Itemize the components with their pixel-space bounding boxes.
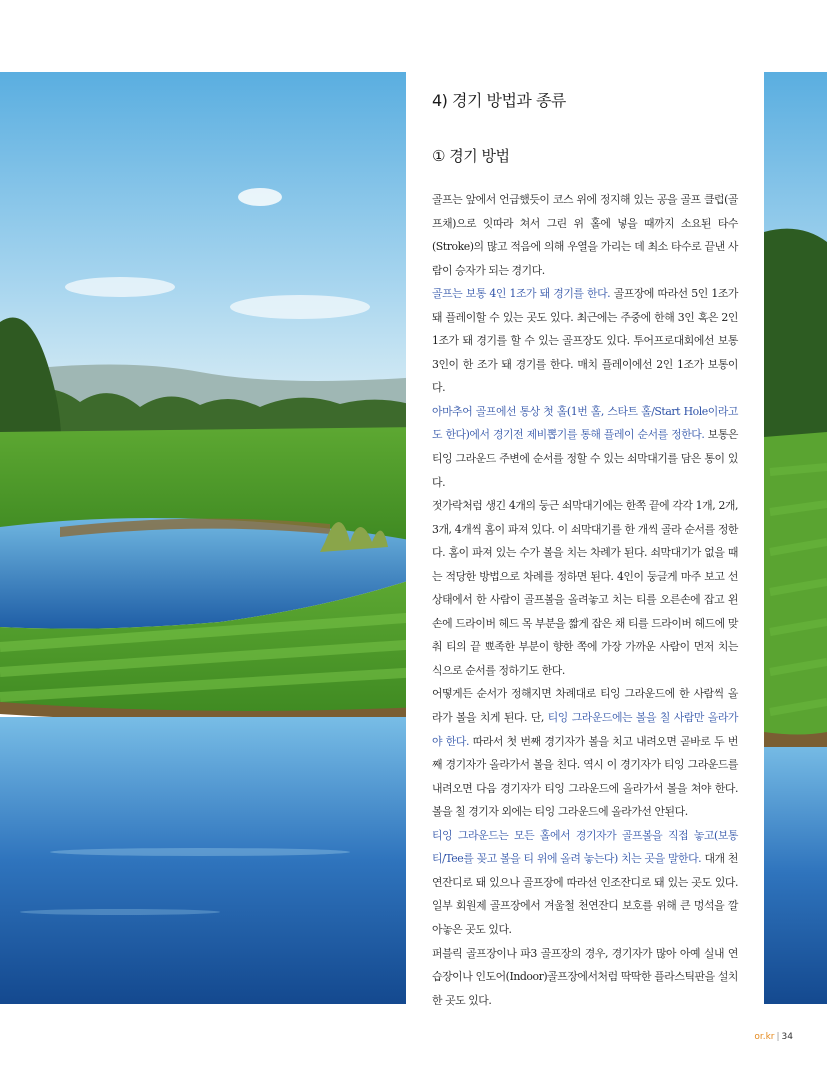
article-body: [432, 188, 738, 1012]
page-number: 34: [781, 1032, 793, 1042]
body-paragraph: [432, 682, 738, 823]
section-title: 4) 경기 방법과 종류: [432, 91, 566, 110]
body-paragraph: [432, 824, 738, 942]
body-text-segment: 골프는 앞에서 언급했듯이 코스 위에 정지해 있는 공을 골프 클럽(골프채)으로 잇따라 쳐서 그린 위 홀에 넣을 때까지 소요된 타수(Stroke)의 많고 적음에 의해 우열을 가리는 데 최소 타수로 끝낸 사람이 승자가 되는 경기다.: [432, 193, 738, 277]
sub-title: ① 경기 방법: [432, 147, 510, 165]
body-text-segment: 골프장에 따라선 5인 1조가 돼 플레이할 수 있는 곳도 있다. 최근에는 주중에 한해 3인 혹은 2인 1조가 돼 경기를 할 수 있는 골프장도 있다. 투어프로대회에선 보통 3인이 한 조가 돼 경기를 한다. 매치 플레이에선 2인 1조가 보통이다.: [432, 287, 738, 395]
body-paragraph: [432, 282, 738, 400]
highlighted-text: 티잉 그라운드는 모든 홀에서 경기자가 골프볼을 직접 놓고(보통 티/Tee를 꽂고 볼을 티 위에 올려 놓는다) 치는 곳을 말한다.: [432, 828, 738, 866]
page-footer: [754, 1032, 793, 1042]
body-paragraph: [432, 400, 738, 494]
highlighted-text: 티잉 그라운드에는 볼을 칠 사람만 올라가야 한다.: [432, 711, 738, 748]
body-paragraph: [432, 942, 738, 1013]
body-paragraph: [432, 494, 738, 682]
body-text-segment: 퍼블릭 골프장이나 파3 골프장의 경우, 경기자가 많아 아예 실내 연습장이나 인도어(Indoor)골프장에서처럼 딱딱한 플라스틱판을 설치한 곳도 있다.: [432, 946, 738, 1007]
footer-separator: |: [776, 1032, 780, 1042]
article-text-panel: [406, 72, 764, 1007]
body-paragraph: [432, 188, 738, 282]
footer-site: or.kr: [754, 1032, 775, 1042]
highlighted-text: 아마추어 골프에선 통상 첫 홀(1번 홀, 스타트 홀/Start Hole이라고도 한다)에서 경기전 제비뽑기를 통해 플레이 순서를 정한다.: [432, 404, 738, 442]
body-text-segment: 보통은 티잉 그라운드 주변에 순서를 정할 수 있는 쇠막대기를 담은 통이 있다.: [432, 428, 738, 489]
body-text-segment: 어떻게든 순서가 정해지면 차례대로 티잉 그라운드에 한 사람씩 올라가 볼을 치게 된다. 단,: [432, 687, 738, 725]
highlighted-text: 골프는 보통 4인 1조가 돼 경기를 한다.: [432, 287, 611, 301]
body-text-segment: 젓가락처럼 생긴 4개의 둥근 쇠막대기에는 한쪽 끝에 각각 1개, 2개, 3개, 4개씩 홈이 파져 있다. 이 쇠막대기를 한 개씩 골라 순서를 정한다. 홈이 파져 있는 수가 볼을 치는 차례가 된다. 쇠막대기가 없을 때는 적당한 방법으로 차례를 정하면 된다. 4인이 둥글게 마주 보고 선 상태에서 한 사람이 골프볼을 올려놓고 치는 티를 오른손에 잡고 왼손에 드라이버 헤드 목 부분을 짧게 잡은 채 티를 드라이버 헤드에 맞춰 티의 끝 뾰족한 부분이 향한 쪽에 가장 가까운 사람이 먼저 치는 식으로 순서를 정하기도 한다.: [432, 499, 738, 677]
body-text-segment: 대개 천연잔디로 돼 있으나 골프장에 따라선 인조잔디로 돼 있는 곳도 있다. 일부 회원제 골프장에서 겨울철 천연잔디 보호를 위해 큰 멍석을 깔아놓은 곳도 있다.: [432, 852, 738, 936]
body-text-segment: 따라서 첫 번째 경기자가 볼을 치고 내려오면 곧바로 두 번째 경기자가 올라가서 볼을 친다. 역시 이 경기자가 티잉 그라운드를 내려오면 다음 경기자가 티잉 그라운드에 올라가서 볼을 쳐야 한다. 볼을 칠 경기자 외에는 티잉 그라운드에 올라가선 안된다.: [432, 734, 738, 819]
